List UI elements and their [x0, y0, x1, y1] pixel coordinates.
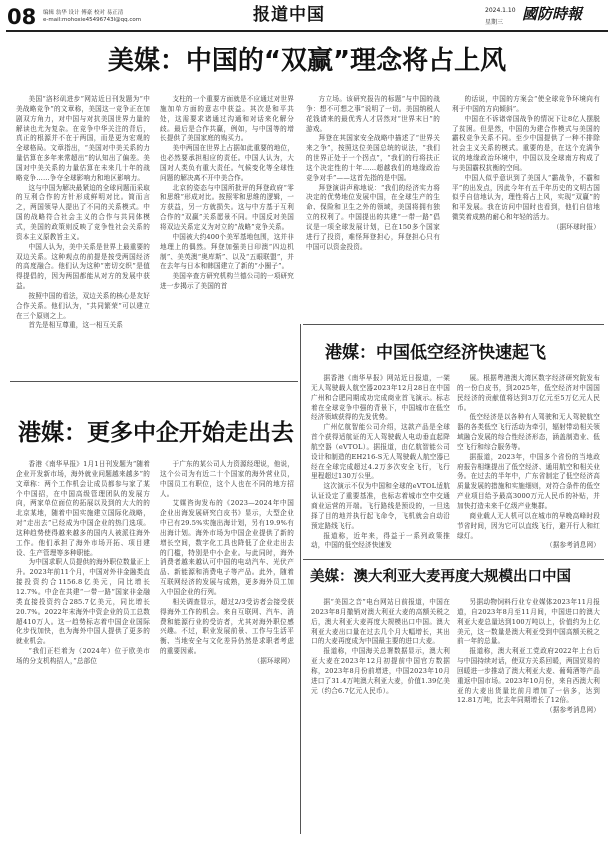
a3-source: （据参考消息网） [546, 541, 600, 550]
issue-weekday: 星期三 [485, 19, 504, 26]
a2-headline: 港媒：更多中企开始走出去 [18, 420, 294, 446]
a1-a3-divider [303, 324, 604, 325]
a3-col2: 展。根据粤港澳大湾区数字经济研究院发布的一份白皮书，到2025年，低空经济对中国国民经济的贡献值将达到3万亿元至5万亿元人民币。 低空经济是以各种有人驾驶和无人驾驶航空器的各类低空飞行活动为牵引，辐射带动相关领域融合发展的综合性经济形态，涵盖制造业、低空飞行和综合服务等。 据报道，2023年，中国多个省份的当地政府报告相继提出了低空经济、通用航空和相关业务。在过去的半年中，广东省制定了低空经济高质量发展的措施和实施细则，对符合条件的低空产业项目给予最高3000万元人民币的补贴，并加快打造未来千亿级产业集群。 商业载人无人机可以在城市的早晚高峰时段节省时间，因为它可以直线飞行，避开行人和红绿灯。 （据参考消息网） [457, 374, 600, 550]
a2-col1: 香港《南华早报》1月1日刊发题为“随着企业开发新市场，海外就业问题越来越多”的文章称：两个工作机会让成员都参与家了某个中国招，在中国高级管理团队的发展方向，两家单位面位的拓展以及到的大大的的北京某地，随着中国实施建立国际化战略，对“走出去”已经成为中国企业的热门选项。这种趋势使得越来越多的国内人被派往海外工作。他们承担了海外市场开拓、项目建设、生产管理等多种职能。 为中国求职人员提供的海外职位数量正上升。2023年前11个月，中国对外非金融类直接投资约合1156.8亿美元，同比增长12.7%。中企在共建“一带一路”国家非金融类直接投资约合285.7亿美元，同比增长20.7%。2022年末海外中资企业的员工总数超410万人。这一趋势标志着中国企业国际化步伐加快，也为海外中国人提供了更多的就业机会。 “我们正栏着为（2024年）位于欧美市场的分支机构招人，”总部位 [16, 460, 150, 665]
a2-col2: 于广东的某公司人力资源经理说，他说，这个公司为有近二十个国家的海外营业员，中国员工有职位，这个人也在不同的地方招人。 艾媒咨询发布的《2023—2024年中国企业出海发展研究白皮书》显示，大型企业中已有29.5%实施出海计划，另有19.9%有出海计划。海外市场为中国企业提供了新的增长空间，数字化工具也降低了企业走出去的门槛，特别是中小企业。与此同时，海外消费者越来越认可中国的电动汽车、光伏产品、新能源和消费电子等产品。此外，随着互联网经济的发展与成熟，更多海外员工加入中国企业的行列。 相关调查显示，超过2/3受访者会接受获得海外工作的机会。来自互联网、汽车、消费和能源行业的受访者，尤其对海外职位感兴趣。不过，职业发展前景、工作与生活平衡、当地安全与文化差异仍然是求职者考虑的重要因素。 （据环球网） [160, 460, 294, 665]
newspaper-logo: 國防時報 [522, 5, 583, 23]
a4-headline: 美媒：澳大利亚大麦再度大规模出口中国 [310, 569, 571, 585]
a1-col3: 方立场。该研究报告的标题“与中国的战争：想不可想之事”说明了一切。美国纳税人花钱请来的最优秀人才居然对“世界末日”的游戏。 拜登在其国家安全战略中描述了“世界关来之争”，按照这位美国总统的说法，“我们的世界正处于一个拐点”，“我们的行将扶正这个决定性的十年……超越我们的地缘政治竞争对手”——这首先指的是中国。 拜登演讲声称地说：“我们的经济实力将决定的优势地位发展中国，在全球生产的生命、保险和卫生之外的领域，美国将拥有独立的权利了。中国提出的共建“一带一路”倡议是一项全球发展计划，已在150多个国家进行了投资，难怪拜登担心，拜登担心只有中国可以资金投资。 [306, 95, 440, 251]
a1-a2-divider [10, 381, 298, 382]
editor-email: e-mail:mohoxie45496743l@qq.com [43, 17, 142, 23]
a4-source: （据参考消息网） [546, 706, 600, 715]
a1-headline: 美媒：中国的“双赢”理念将占上风 [107, 46, 507, 76]
editor-credits: 编辑 翁华 设计 傅豪 校对 易正清 [43, 10, 124, 16]
a3-headline: 港媒：中国低空经济快速起飞 [325, 343, 546, 363]
a3-a4-divider [303, 559, 604, 560]
a2-source: （据环球网） [253, 656, 294, 665]
a1-col2: 支柱的一个重要方面就是不应通过对世界施加单方面的意志中获益。其次是和平共处，这需要求诸通过沟通和对话来化解分歧。最后是合作共赢，例如，与中国等的增长提供了美国家庭的购买力。 美中两国在世界上占据如此重要的地位，也必然要承担相应的责任。中国人认为，大国对人类负有重大责任。气候变化等全球性问题的解决离不开中美合作。 北京的姿态与中国所批评的拜登政府“零和思维”形成对比。按照零和思维的逻辑，一方获益，另一方就损失。这与中方基于互利合作的“双赢”关系愿景不同。中国反对美国将双边关系定义为对立的“战略”竞争关系。 中国被大约400个美军基地包围，这并非地理上的偶然。拜登加强美日印澳“四边机制”、美英澳“奥库斯”、以及“五眼联盟”，并在去年与日本和韩国建立了新的“小圈子”。 美国辛查方研究机构兰德公司的一项研究进一步揭示了美国的首 [160, 95, 294, 291]
column-divider [300, 324, 301, 834]
page-number: 08 [7, 5, 37, 29]
section-title: 报道中国 [253, 5, 325, 25]
a1-source: （据环球时报） [552, 222, 600, 231]
a3-col1: 据香港《南华早报》网站近日报道，一架无人驾驶载人航空器2023年12月28日在中国广州和合肥同期成功完成商业首飞演示。标志着在全球竞争中强的背景下，中国城市在低空经济领域获得的先发优势。 广州亿航智能公司介绍，这款产品是全球首个获得适航证的无人驾驶载人电动垂直起降航空器（eVTOL）。据报道，由亿航智能公司设计和制造的EH216-S无人驾驶载人航空器已经在全球完成超过4.2万多次安全飞行，飞行里程超过130万公里。 这次演示不仅为中国和全球的eVTOL适航认证设定了重要基准，也标志着城市空中交通商业运营的开端。飞行路线是预设的，一旦选择了目的地并执行起飞命令，飞机就会自动沿预定路线飞行。 报道称，近年来，得益于一系列政策推动，中国的低空经济快速发 [311, 374, 450, 550]
a4-col1: 据“美国之音”电台网站日前报道，中国在2023年8月撤销对澳大利亚大麦的高额关税之后，澳大利亚大麦再度大规模出口中国。澳大利亚大麦出口量在过去几个月大幅增长，其出口的大麦再度成为中国最主要的进口大麦。 报道称，中国海关总署数据显示，澳大利亚大麦在2023年12月初提前中国官方数据称，2023年8月份前增进，中国2023年10月进口了31.4万吨澳大利亚大麦，价值1.39亿美元（约合6.7亿元人民币）。 [311, 598, 450, 695]
a1-col1: 美国“洛杉矶进步”网站近日刊发题为“中美战略竞争”的文章称，美国这一竞争正在加剧双方角力，对中国与对抗美国世界力量的解读也尤为复杂。在竞争中华关注的背后，真正的根源并不在于两国，而是更为宏观的全球格局。文章指出，“美国对中美关系的力量估算在多年来常超出”的认知出了偏差。美国对中美关系的力量估算在未来几十年的战略竞争……争夺全球影响力和地区影响力。 这与中国为解决最紧迫的全球问题而采取的互利合作的方针形成鲜明对比。简而言之，两国领导人提出了不同的关系模式。中国的战略符合社会主义的合作与共同体模式，美国的政策则反映了竞争性社会关系的资本主义原教旨主义。 中国人认为，美中关系是世界上最重要的双边关系。这种观点的前提是按受两国经济的高度融合。他们认为这种“密切交织”是值得提倡的，因为两国都能从对方的发展中获益。 按照中国的看法，双边关系的核心是友好合作关系。他们认为，“共同繁荣”可以建立在三个原则之上。 首先是相互尊重，这一相互关系 [16, 95, 150, 330]
issue-date: 2024.1.10 [485, 7, 516, 14]
a1-col4: 的话说，中国的方案会“使全球竞争环境向有利于中国的方向倾斜”。 中国在不诉诸帝国战争的情况下让8亿人摆脱了贫困。但是然，中国的为建合作模式与美国的霸权竞争关系不同。至少中国提供了一种不排除社会主义关系的模式。重要的是，在这个充满争议的地缘政治环境中，中国以及全球南方构成了与美国霸权抗衡的空间。 中国人似乎意识到了美国人“霸战争，不霸和平”的出发点，因此今年有五千年历史的文明古国似乎自信地认为，理性将占上风，实现“双赢”的和平发展。我在访问中国时也看到，他们自信地微笑着成熟的耐心和年轻的活力。 （据环球时报） [452, 95, 600, 231]
header-divider [6, 30, 608, 32]
a4-col2: 另据动物饲料行业专业媒体2023年11月报道，自2023年8月至11月间，中国进口的澳大利亚大麦总量达到100万吨以上，价值约为上亿美元，这一数量是澳大利亚受到中国高额关税之前一年的总量。 报道称，澳大利亚工党政府2022年上台后与中国持续对话，使双方关系回暖，两国贸易的回暖进一步推动了澳大利亚大麦、葡萄酒等产品重返中国市场。2023年10月份，来自西澳大利亚的大麦出货量比前月增加了一倍多，达到12.81万吨，比去年同期增长了12倍。 （据参考消息网） [457, 598, 600, 715]
